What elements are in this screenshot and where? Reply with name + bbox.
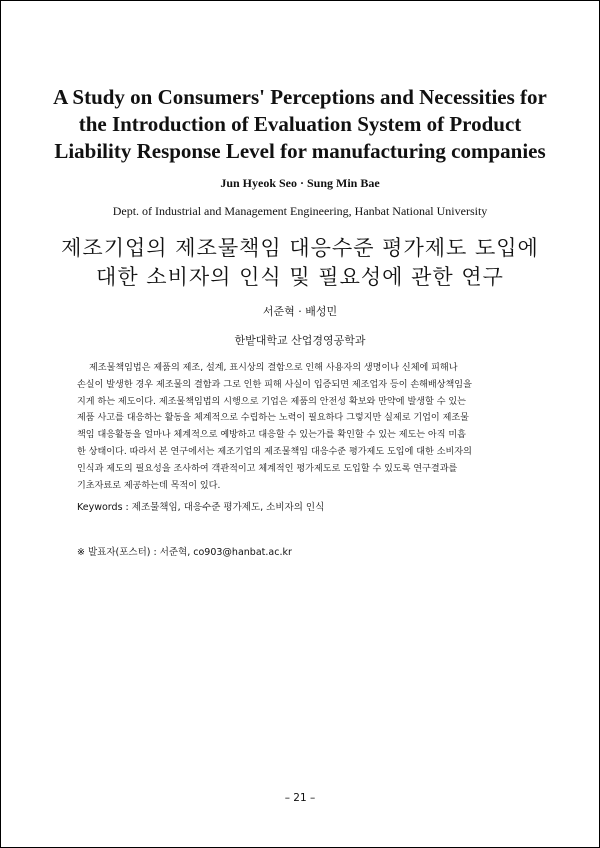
abstract-line: 손실이 발생한 경우 제조물의 결함과 그로 인한 피해 사실이 입증되면 제조업자 등이 손해배상책임을	[77, 379, 472, 390]
page-number: – 21 –	[284, 792, 316, 804]
abstract-line: 제조물책임법은 제품의 제조, 설계, 표시상의 결함으로 인해 사용자의 생명이나 신체에 피해나	[89, 363, 458, 373]
abstract-line: 한 상태이다. 따라서 본 연구에서는 제조기업의 제조물책임 대응수준 평가제도 도입에 대한 소비자의	[77, 446, 472, 457]
korean-title-line: 제조기업의 제조물책임 대응수준 평가제도 도입에	[61, 236, 539, 260]
korean-affiliation: 한밭대학교 산업경영공학과	[234, 334, 366, 347]
abstract	[77, 360, 523, 494]
english-title-line: Liability Response Level for manufacturing companies	[54, 139, 546, 163]
english-authors: Jun Hyeok Seo · Sung Min Bae	[220, 176, 380, 190]
keywords: Keywords : 제조물책임, 대응수준 평가제도, 소비자의 인식	[77, 502, 325, 513]
abstract-line: 인식과 제도의 필요성을 조사하여 객관적이고 체계적인 평가제도로 도입할 수 있도록 연구결과를	[77, 463, 458, 474]
abstract-line: 제품 사고를 대응하는 활동을 체계적으로 수립하는 노력이 필요하다 그렇지만 실제로 기업이 제조물	[77, 413, 469, 424]
korean-title-line: 대한 소비자의 인식 및 필요성에 관한 연구	[96, 265, 504, 289]
page-border-top	[0, 0, 600, 1]
presenter-note: ※ 발표자(포스터) : 서준혁, co903@hanbat.ac.kr	[77, 547, 292, 558]
abstract-line: 책임 대응활동을 얼마나 체계적으로 예방하고 대응할 수 있는가를 확인할 수 있는 제도는 아직 미흡	[77, 430, 466, 441]
english-title	[20, 84, 580, 165]
english-title-line: the Introduction of Evaluation System of Product	[78, 112, 522, 136]
page-border-left	[0, 0, 1, 848]
english-affiliation: Dept. of Industrial and Management Engineering, Hanbat National University	[112, 204, 488, 218]
korean-title	[20, 234, 580, 292]
abstract-line: 기초자료로 제공하는데 목적이 있다.	[77, 480, 221, 491]
korean-authors: 서준혁 · 배성민	[262, 305, 338, 318]
abstract-line: 지게 하는 제도이다. 제조물책임법의 시행으로 기업은 제품의 안전성 확보와 만약에 발생할 수 있는	[77, 396, 466, 407]
english-title-line: A Study on Consumers' Perceptions and Necessities for	[53, 85, 547, 109]
